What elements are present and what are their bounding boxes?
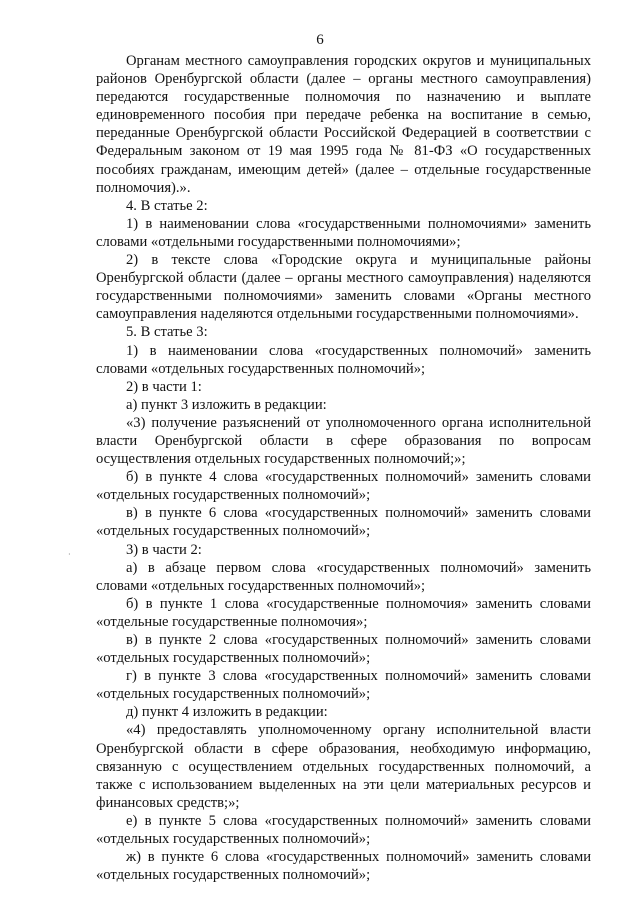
paragraph: 2) в тексте слова «Городские округа и муниципальные районы Оренбургской области (далее – органы местного самоуправления) наделяются государственными полномочиями» заменить словами «Органы местного самоуправления наделяются отдельными государственными полномочиями». [96, 252, 591, 323]
paragraph: 1) в наименовании слова «государственных полномочий» заменить словами «отдельных государственных полномочий»; [96, 342, 591, 377]
paragraph: г) в пункте 3 слова «государственных полномочий» заменить словами «отдельных государственных полномочий»; [96, 668, 591, 703]
paragraph: 2) в части 1: [126, 378, 202, 395]
paragraph: 3) в части 2: [126, 541, 202, 558]
paragraph: Органам местного самоуправления городских округов и муниципальных районов Оренбургской области (далее – органы местного самоуправления) передаются государственные полномочия по назначению и выплате единовременного пособия при передаче ребенка на воспитание в семью, переданные Оренбургской области Российской Федерацией в соответствии с Федеральным законом от 19 мая 1995 года № 81-ФЗ «О государственных пособиях гражданам, имеющим детей» (далее – отдельные государственные полномочия).». [96, 53, 591, 196]
paragraph: ж) в пункте 6 слова «государственных полномочий» заменить словами «отдельных государственных полномочий»; [96, 849, 591, 884]
paragraph: 5. В статье 3: [126, 324, 208, 341]
paragraph: а) в абзаце первом слова «государственных полномочий» заменить словами «отдельных государственных полномочий»; [96, 559, 591, 594]
paragraph: е) в пункте 5 слова «государственных полномочий» заменить словами «отдельных государственных полномочий»; [96, 812, 591, 848]
paragraph: «3) получение разъяснений от уполномоченного органа исполнительной власти Оренбургской области в сфере образования по вопросам осуществления отдельных государственных полномочий;»; [96, 414, 591, 468]
paragraph: в) в пункте 2 слова «государственных полномочий» заменить словами «отдельных государственных полномочий»; [96, 632, 591, 667]
page-number: 6 [316, 32, 324, 48]
paragraph: а) пункт 3 изложить в редакции: [126, 396, 327, 413]
paragraph: в) в пункте 6 слова «государственных полномочий» заменить словами «отдельных государственных полномочий»; [96, 505, 591, 540]
paragraph: б) в пункте 1 слова «государственные полномочия» заменить словами «отдельные государственные полномочия»; [96, 595, 591, 630]
paragraph: «4) предоставлять уполномоченному органу исполнительной власти Оренбургской области в сфере образования, необходимую информацию, связанную с осуществлением отдельных государственных полномочий, а также с использованием выделенных на эти цели материальных ресурсов и финансовых средств;»; [96, 722, 591, 811]
margin-mark: · [68, 550, 71, 559]
paragraph: б) в пункте 4 слова «государственных полномочий» заменить словами «отдельных государственных полномочий»; [96, 469, 591, 504]
document-body [96, 52, 591, 884]
paragraph: д) пункт 4 изложить в редакции: [126, 704, 328, 721]
paragraph: 1) в наименовании слова «государственными полномочиями» заменить словами «отдельными государственными полномочиями»; [96, 215, 591, 250]
paragraph: 4. В статье 2: [126, 197, 208, 214]
